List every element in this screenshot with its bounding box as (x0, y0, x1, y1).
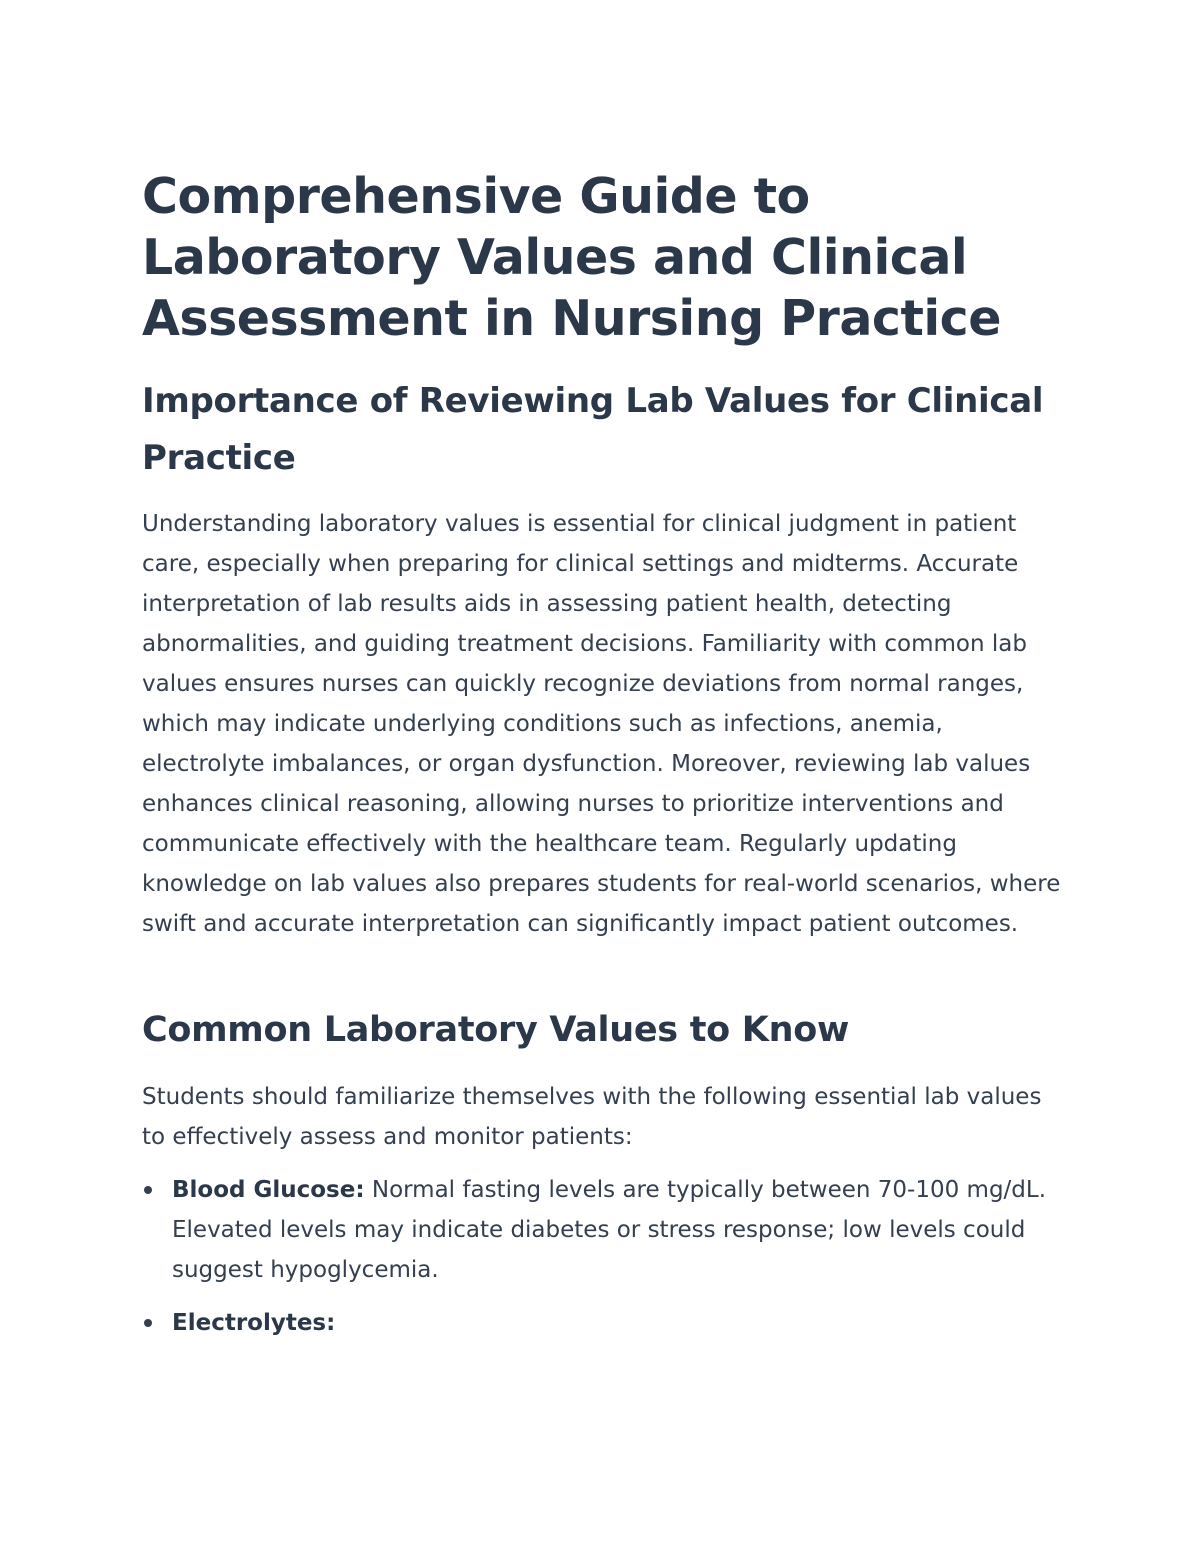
bullet-icon (144, 1319, 152, 1327)
list-item-label: Blood Glucose: (172, 1177, 365, 1203)
section-heading-common-values: Common Laboratory Values to Know (142, 1010, 849, 1050)
section-paragraph-common-values: Students should familiarize themselves with the following essential lab values to effectively assess and monitor patients: (142, 1084, 1042, 1150)
list-item-electrolytes (142, 1303, 1067, 1343)
lab-values-list (142, 1170, 1067, 1356)
bullet-icon (144, 1186, 152, 1194)
list-item-text: Normal fasting levels are typically between 70-100 mg/dL. Elevated levels may indicate diabetes or stress response; low levels could suggest hypoglycemia. (172, 1177, 1047, 1283)
section-heading-importance: Importance of Reviewing Lab Values for Clinical Practice (142, 381, 1044, 478)
list-item-blood-glucose (142, 1170, 1067, 1290)
document-title: Comprehensive Guide to Laboratory Values and Clinical Assessment in Nursing Practice (142, 168, 1001, 347)
list-item-label: Electrolytes: (172, 1310, 336, 1336)
section-paragraph-importance: Understanding laboratory values is essential for clinical judgment in patient care, especially when preparing for clinical settings and midterms. Accurate interpretation of lab results aids in assessing patient health, detecting abnormalities, and guiding treatment decisions. Familiarity with common lab values ensures nurses can quickly recognize deviations from normal ranges, which may indicate underlying conditions such as infections, anemia, electrolyte imbalances, or organ dysfunction. Moreover, reviewing lab values enhances clinical reasoning, allowing nurses to prioritize interventions and communicate effectively with the healthcare team. Regularly updating knowledge on lab values also prepares students for real-world scenarios, where swift and accurate interpretation can significantly impact patient outcomes. (142, 511, 1061, 937)
